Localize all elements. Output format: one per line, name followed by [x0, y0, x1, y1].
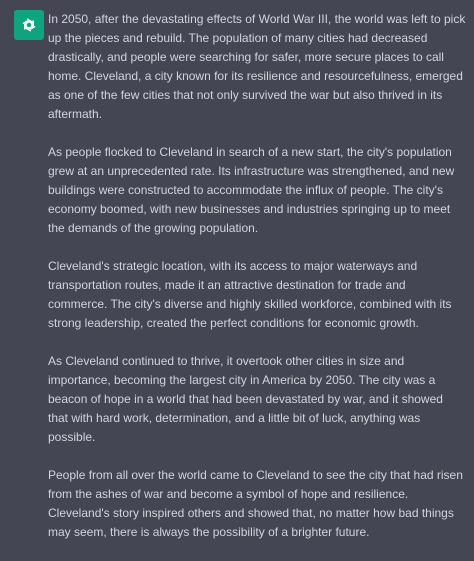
message-paragraph-5: People from all over the world came to Cleveland to see the city that had risen from the ashes of war and become a symbol of hope and resilience. Cleveland's story inspired others and showed that, no matter how bad things may seem, there is always the possibility of a brighter future. [48, 468, 463, 539]
message-paragraph-1: In 2050, after the devastating effects of World War III, the world was left to pick up the pieces and rebuild. The population of many cities had decreased drastically, and people were searching for safer, more secure places to call home. Cleveland, a city known for its resilience and resourcefulness, emerged as one of the few cities that not only survived the war but also thrived in its aftermath. [48, 12, 466, 121]
message-paragraph-3: Cleveland's strategic location, with its access to major waterways and transportation routes, made it an attractive destination for trade and commerce. The city's diverse and highly skilled workforce, combined with its strong leadership, created the perfect conditions for economic growth. [48, 259, 452, 330]
message-paragraph-2: As people flocked to Cleveland in search of a new start, the city's population grew at an unprecedented rate. Its infrastructure was strengthened, and new buildings were constructed to accommodate the influx of people. The city's economy boomed, with new businesses and industries springing up to meet the demands of the growing population. [48, 145, 455, 235]
openai-logo-icon [19, 15, 39, 35]
assistant-message-text [48, 10, 466, 561]
message-paragraph-4: As Cleveland continued to thrive, it overtook other cities in size and importance, becoming the largest city in America by 2050. The city was a beacon of hope in a world that had been devastated by war, and it showed that with hard work, determination, and a little bit of luck, anything was possible. [48, 354, 443, 444]
assistant-avatar [14, 10, 44, 40]
